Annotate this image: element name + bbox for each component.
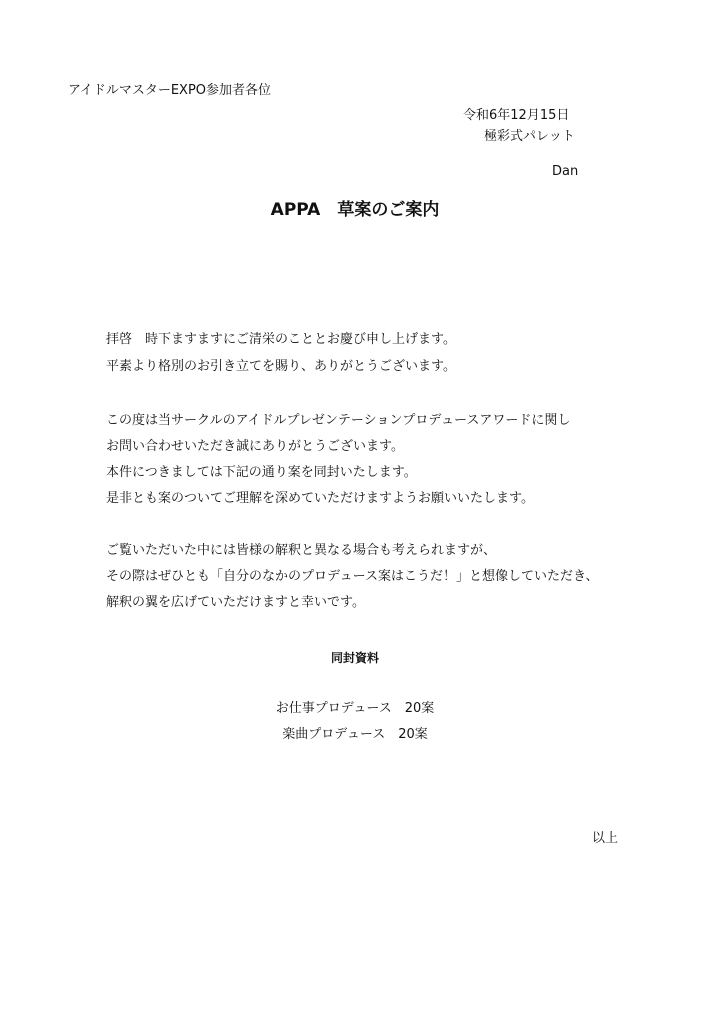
closing-mark: 以上 (592, 831, 619, 846)
letter-date: 令和6年12月15日 (463, 108, 570, 123)
addressee: アイドルマスターEXPO参加者各位 (68, 83, 272, 98)
enclosure-item: 楽曲プロデュース 20案 (282, 727, 428, 742)
enclosure-item: お仕事プロデュース 20案 (275, 701, 435, 716)
body-line: その際はぜひとも「自分のなかのプロデュース案はこうだ！」と想像していただき、 (106, 569, 599, 584)
body-line: 是非とも案のついてご理解を深めていただけますようお願いいたします。 (106, 491, 534, 506)
body-line: 本件につきましては下記の通り案を同封いたします。 (106, 465, 417, 480)
sender-name: Dan (552, 164, 579, 179)
body-line: この度は当サークルのアイドルプレゼンテーションプロデュースアワードに関し (106, 413, 571, 428)
body-line: 拝啓 時下ますますにご清栄のこととお慶び申し上げます。 (106, 332, 456, 347)
document-title: APPA 草案のご案内 (270, 200, 440, 220)
enclosure-heading: 同封資料 (330, 651, 379, 665)
body-line: 平素より格別のお引き立てを賜り、ありがとうございます。 (106, 359, 456, 374)
body-line: 解釈の翼を広げていただけますと幸いです。 (106, 595, 365, 610)
body-line: お問い合わせいただき誠にありがとうございます。 (106, 439, 404, 454)
body-line: ご覧いただいた中には皆様の解釈と異なる場合も考えられますが、 (106, 543, 497, 558)
sender-organization: 極彩式パレット (484, 129, 575, 144)
